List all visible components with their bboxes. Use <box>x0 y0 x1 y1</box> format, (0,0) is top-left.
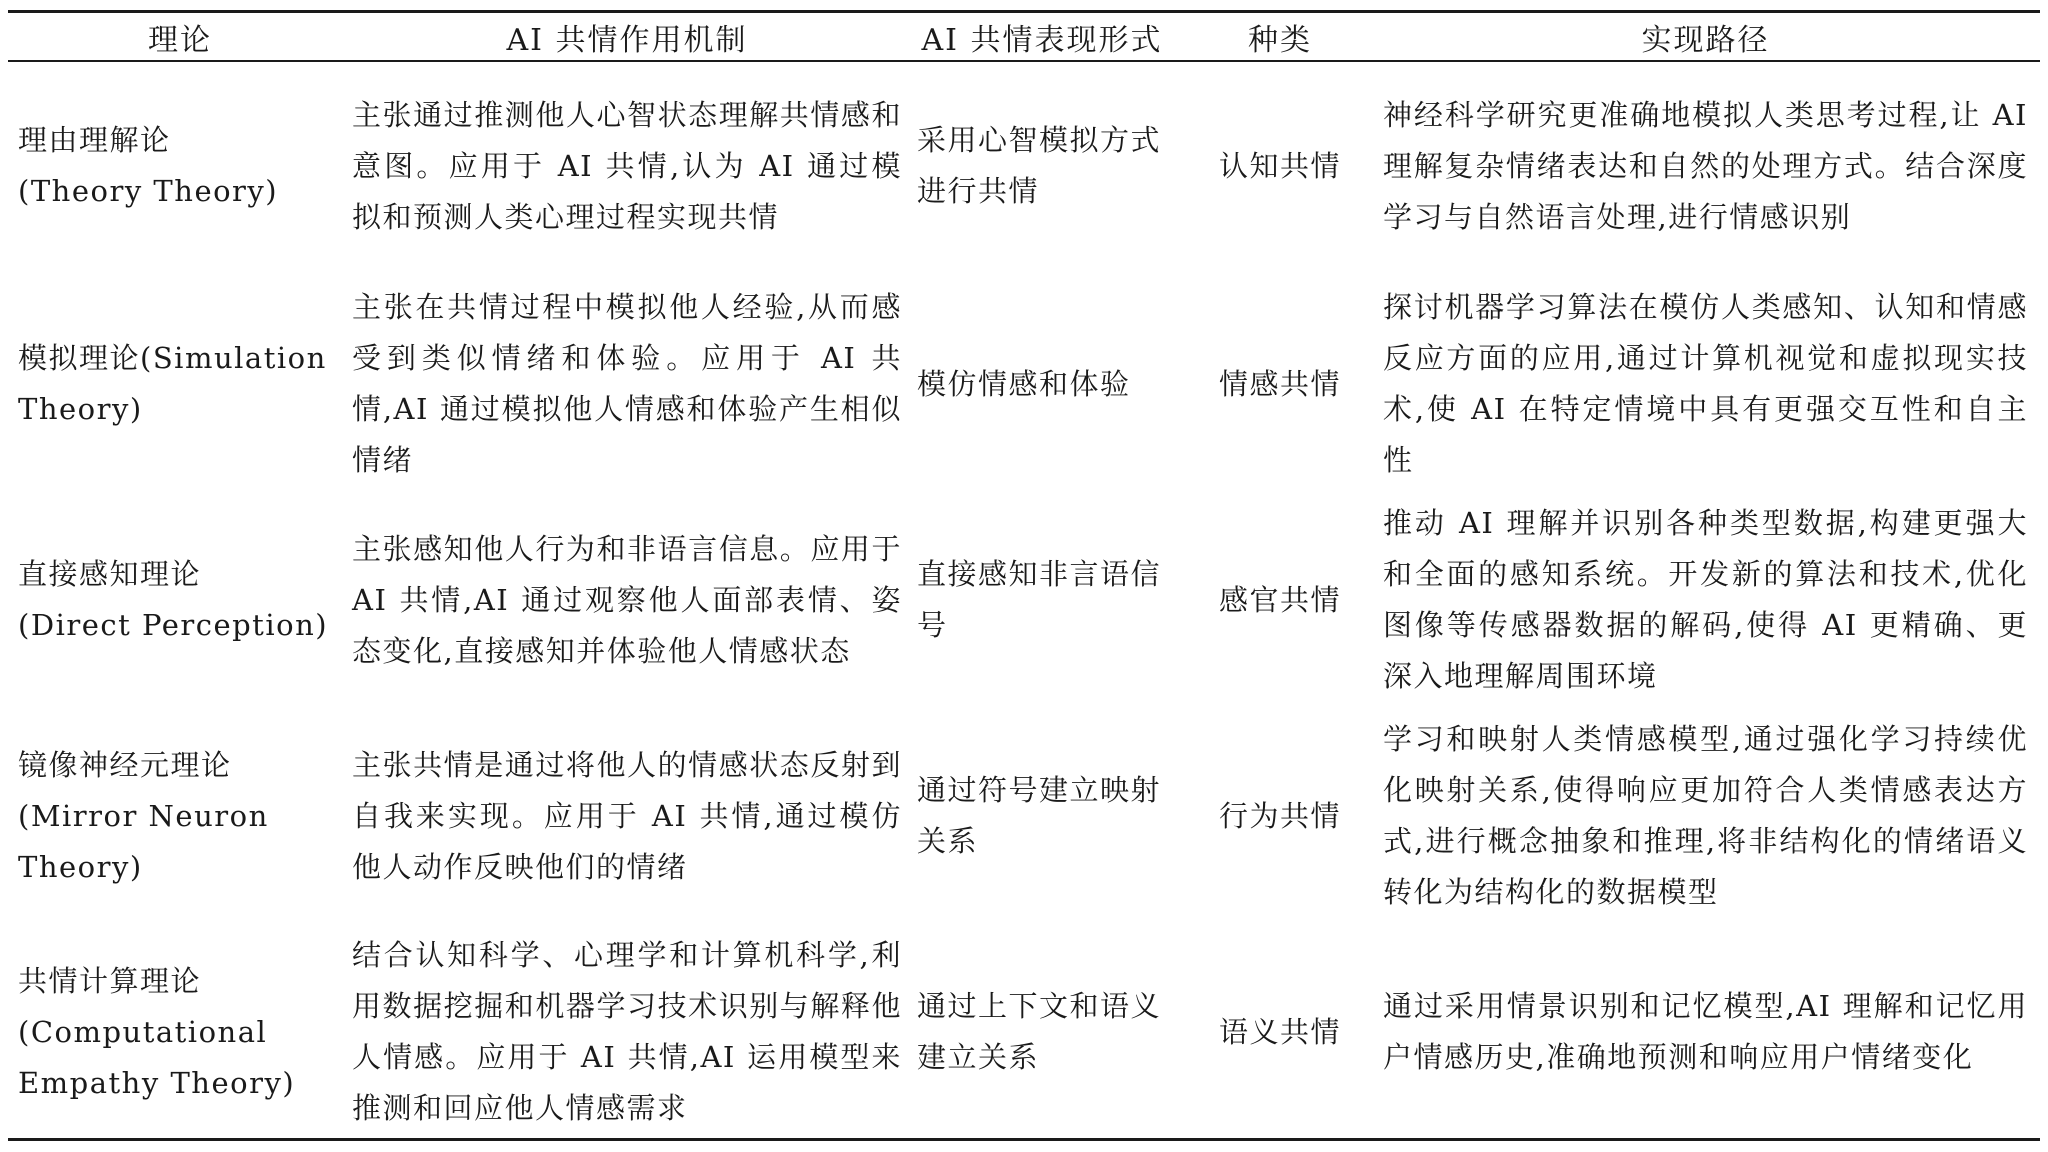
category-cell <box>1180 930 1380 1134</box>
category-text: 感官共情 <box>1218 582 1341 617</box>
theory-name-en: (Theory Theory) <box>18 174 279 208</box>
form-cell <box>917 498 1167 702</box>
table-row <box>0 498 2048 702</box>
mechanism-cell <box>352 930 902 1134</box>
form-text: 通过符号建立映射关系 <box>917 773 1162 858</box>
theory-name-cn: 理由理解论 <box>18 123 171 157</box>
header-category: 种类 <box>1248 22 1312 58</box>
header-path: 实现路径 <box>1641 22 1770 58</box>
form-text: 直接感知非言语信号 <box>917 557 1162 642</box>
mechanism-text: 主张在共情过程中模拟他人经验,从而感受到类似情绪和体验。应用于 AI 共情,AI 通过模拟他人情感和体验产生相似情绪 <box>352 290 902 477</box>
theory-name-en: (Direct Perception) <box>18 608 329 642</box>
form-cell <box>917 282 1167 486</box>
form-cell <box>917 64 1167 268</box>
path-cell <box>1383 64 2028 268</box>
table-row <box>0 282 2048 486</box>
theory-name-cn: 镜像神经元理论 <box>18 747 232 782</box>
theory-name-en: Theory) <box>18 392 143 426</box>
theory-name-cn: 直接感知理论 <box>18 557 202 591</box>
theory-name-cn: 共情计算理论 <box>18 963 202 998</box>
table-row <box>0 930 2048 1134</box>
theory-name-en: (Computational Empathy Theory) <box>18 1014 296 1100</box>
category-cell <box>1180 714 1380 918</box>
theory-cell <box>18 714 338 918</box>
category-text: 认知共情 <box>1218 148 1341 183</box>
category-text: 行为共情 <box>1218 798 1341 833</box>
path-text: 通过采用情景识别和记忆模型,AI 理解和记忆用户情感历史,准确地预测和响应用户情绪变化 <box>1383 989 2028 1074</box>
theory-cell <box>18 282 338 486</box>
form-text: 通过上下文和语义建立关系 <box>917 989 1162 1074</box>
path-cell <box>1383 282 2028 486</box>
header-theory: 理论 <box>148 22 212 58</box>
form-cell <box>917 714 1167 918</box>
header-form: AI 共情表现形式 <box>921 22 1163 58</box>
mechanism-cell <box>352 282 902 486</box>
mechanism-text: 结合认知科学、心理学和计算机科学,利用数据挖掘和机器学习技术识别与解释他人情感。应用于 AI 共情,AI 运用模型来推测和回应他人情感需求 <box>352 938 902 1125</box>
form-text: 模仿情感和体验 <box>917 366 1131 401</box>
form-text: 采用心智模拟方式进行共情 <box>917 123 1162 208</box>
path-text: 神经科学研究更准确地模拟人类思考过程,让 AI 理解复杂情绪表达和自然的处理方式。结合深度学习与自然语言处理,进行情感识别 <box>1383 97 2028 234</box>
mechanism-cell <box>352 714 902 918</box>
category-text: 情感共情 <box>1218 366 1341 401</box>
mechanism-cell <box>352 498 902 702</box>
path-text: 探讨机器学习算法在模仿人类感知、认知和情感反应方面的应用,通过计算机视觉和虚拟现实技术,使 AI 在特定情境中具有更强交互性和自主性 <box>1383 290 2028 477</box>
path-cell <box>1383 714 2028 918</box>
theory-cell <box>18 498 338 702</box>
form-cell <box>917 930 1167 1134</box>
mechanism-text: 主张共情是通过将他人的情感状态反射到自我来实现。应用于 AI 共情,通过模仿他人动作反映他们的情绪 <box>352 747 902 884</box>
path-text: 学习和映射人类情感模型,通过强化学习持续优化映射关系,使得响应更加符合人类情感表达方式,进行概念抽象和推理,将非结构化的情绪语义转化为结构化的数据模型 <box>1383 722 2028 909</box>
path-cell <box>1383 930 2028 1134</box>
table-bottom-rule <box>8 1138 2040 1141</box>
category-cell <box>1180 498 1380 702</box>
theory-name-cn: 模拟理论(Simulation <box>18 341 327 375</box>
theory-cell <box>18 930 338 1134</box>
path-cell <box>1383 498 2028 702</box>
table-header-rule <box>8 60 2040 62</box>
mechanism-cell <box>352 64 902 268</box>
path-text: 推动 AI 理解并识别各种类型数据,构建更强大和全面的感知系统。开发新的算法和技术,优化图像等传感器数据的解码,使得 AI 更精确、更深入地理解周围环境 <box>1383 506 2028 693</box>
theory-name-en: (Mirror Neuron Theory) <box>18 798 269 884</box>
category-text: 语义共情 <box>1218 1014 1341 1049</box>
category-cell <box>1180 282 1380 486</box>
mechanism-text: 主张感知他人行为和非语言信息。应用于 AI 共情,AI 通过观察他人面部表情、姿态变化,直接感知并体验他人情感状态 <box>352 531 902 668</box>
table-row <box>0 64 2048 268</box>
table-row <box>0 714 2048 918</box>
category-cell <box>1180 64 1380 268</box>
mechanism-text: 主张通过推测他人心智状态理解共情感和意图。应用于 AI 共情,认为 AI 通过模拟和预测人类心理过程实现共情 <box>352 97 902 234</box>
header-mechanism: AI 共情作用机制 <box>506 22 748 58</box>
theory-cell <box>18 64 338 268</box>
